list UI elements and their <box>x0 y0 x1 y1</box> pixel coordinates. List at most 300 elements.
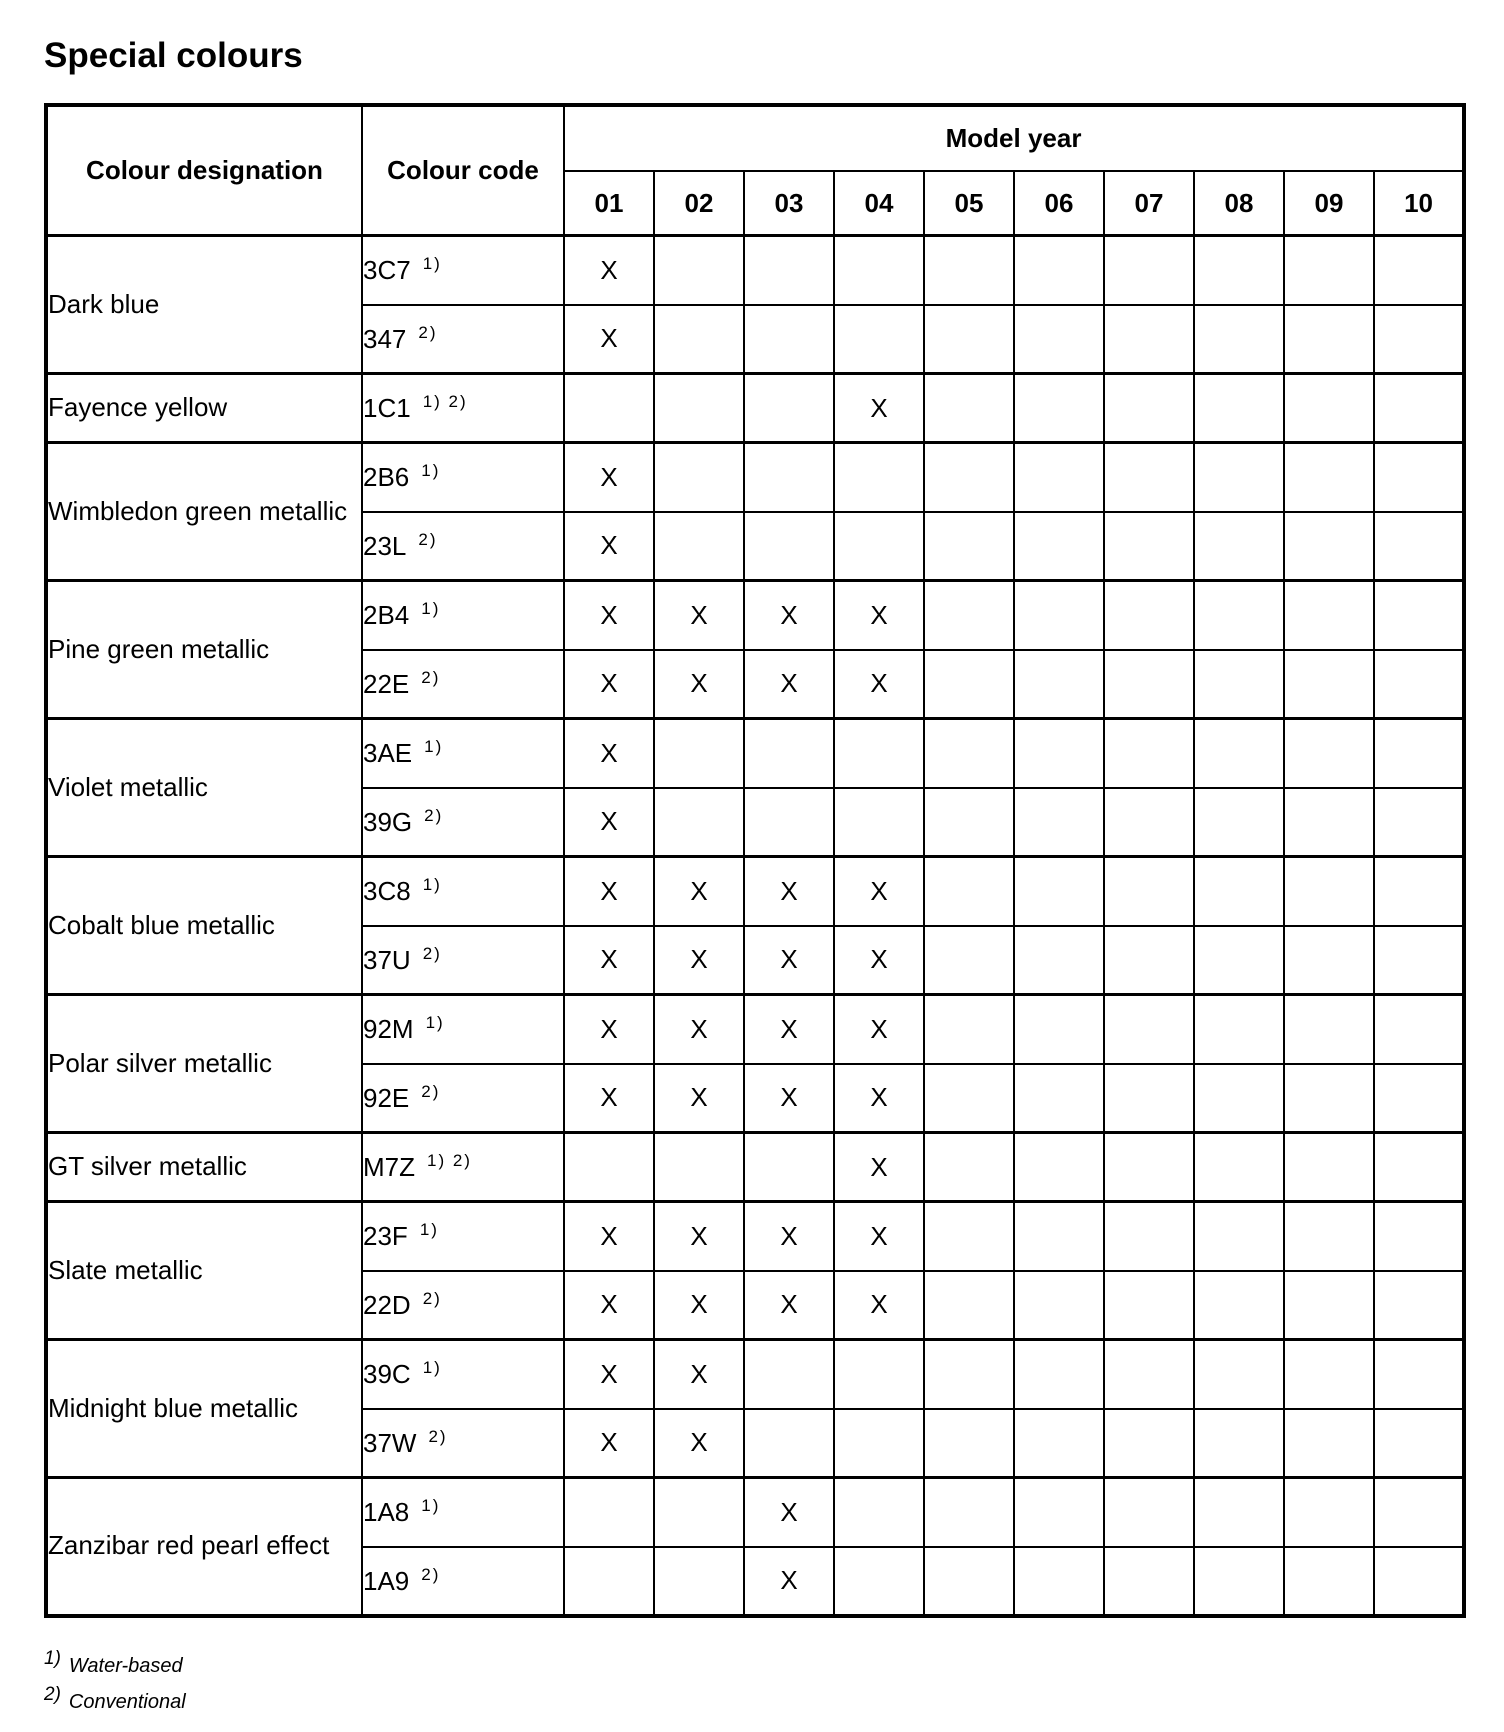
year-mark-06 <box>1014 1133 1104 1202</box>
year-mark-07 <box>1104 926 1194 995</box>
year-mark-06 <box>1014 1064 1104 1133</box>
colour-code: 1C1 <box>363 393 411 423</box>
year-mark-02 <box>654 1478 744 1547</box>
year-mark-01: X <box>564 236 654 305</box>
year-mark-04 <box>834 443 924 512</box>
year-mark-05 <box>924 236 1014 305</box>
year-mark-08 <box>1194 305 1284 374</box>
footnote-text: Water-based <box>68 1655 183 1677</box>
year-mark-02: X <box>654 581 744 650</box>
footnote-text: Conventional <box>68 1691 186 1713</box>
year-mark-05 <box>924 374 1014 443</box>
year-mark-03: X <box>744 995 834 1064</box>
year-mark-09 <box>1284 650 1374 719</box>
year-mark-10 <box>1374 236 1464 305</box>
colour-code: 92E <box>363 1082 410 1113</box>
year-mark-06 <box>1014 1478 1104 1547</box>
colour-code-cell <box>362 719 564 788</box>
colour-code: 347 <box>363 323 407 354</box>
year-mark-03: X <box>744 926 834 995</box>
year-mark-10 <box>1374 1271 1464 1340</box>
year-mark-05 <box>924 512 1014 581</box>
footnote-reference: 1) <box>425 1013 445 1033</box>
year-mark-08 <box>1194 1340 1284 1409</box>
year-mark-02: X <box>654 926 744 995</box>
year-mark-05 <box>924 857 1014 926</box>
footnote-reference: 1) <box>422 254 442 274</box>
year-mark-05 <box>924 788 1014 857</box>
colour-designation: Fayence yellow <box>46 374 362 443</box>
year-mark-08 <box>1194 512 1284 581</box>
colour-code: 1A9 <box>363 1565 410 1596</box>
year-mark-05 <box>924 305 1014 374</box>
year-mark-10 <box>1374 719 1464 788</box>
year-mark-02: X <box>654 1409 744 1478</box>
colour-code: M7Z <box>363 1152 415 1182</box>
year-mark-07 <box>1104 1271 1194 1340</box>
year-mark-09 <box>1284 512 1374 581</box>
colour-designation: Wimbledon green metallic <box>46 443 362 581</box>
footnote-reference: 2) <box>418 529 438 549</box>
colour-code: 3AE <box>363 738 413 769</box>
year-mark-06 <box>1014 1547 1104 1616</box>
colour-code: 39C <box>363 1359 411 1390</box>
year-mark-03: X <box>744 650 834 719</box>
year-mark-07 <box>1104 1064 1194 1133</box>
year-mark-07 <box>1104 788 1194 857</box>
header-year-03: 03 <box>744 171 834 236</box>
colour-code-cell <box>362 1340 564 1409</box>
year-mark-10 <box>1374 1478 1464 1547</box>
year-mark-02 <box>654 512 744 581</box>
year-mark-01 <box>564 374 654 443</box>
year-mark-04: X <box>834 1202 924 1271</box>
year-mark-02: X <box>654 857 744 926</box>
year-mark-03 <box>744 443 834 512</box>
year-mark-05 <box>924 995 1014 1064</box>
year-mark-01: X <box>564 512 654 581</box>
year-mark-05 <box>924 650 1014 719</box>
footnote <box>44 1648 186 1684</box>
year-mark-01: X <box>564 1202 654 1271</box>
year-mark-05 <box>924 1064 1014 1133</box>
year-mark-07 <box>1104 581 1194 650</box>
year-mark-08 <box>1194 650 1284 719</box>
year-mark-09 <box>1284 1064 1374 1133</box>
colour-code: 22D <box>363 1289 411 1320</box>
colour-designation: Slate metallic <box>46 1202 362 1340</box>
year-mark-10 <box>1374 995 1464 1064</box>
year-mark-09 <box>1284 995 1374 1064</box>
year-mark-06 <box>1014 1271 1104 1340</box>
year-mark-06 <box>1014 305 1104 374</box>
year-mark-09 <box>1284 374 1374 443</box>
colour-code: 22E <box>363 668 410 699</box>
year-mark-02: X <box>654 1064 744 1133</box>
year-mark-06 <box>1014 926 1104 995</box>
table-row <box>46 995 1464 1064</box>
footnote-reference: 2) <box>421 1081 441 1101</box>
footnotes <box>44 1648 186 1720</box>
colour-designation: Dark blue <box>46 236 362 374</box>
year-mark-09 <box>1284 857 1374 926</box>
colour-code-cell <box>362 1547 564 1616</box>
colour-designation: Cobalt blue metallic <box>46 857 362 995</box>
year-mark-09 <box>1284 1133 1374 1202</box>
header-year-01: 01 <box>564 171 654 236</box>
footnote-reference: 1) <box>419 1220 439 1240</box>
year-mark-01: X <box>564 650 654 719</box>
year-mark-04: X <box>834 374 924 443</box>
year-mark-06 <box>1014 236 1104 305</box>
year-mark-04 <box>834 305 924 374</box>
footnote-reference: 1) <box>422 875 442 895</box>
footnote-reference: 2) <box>422 943 442 963</box>
table-row <box>46 719 1464 788</box>
year-mark-02 <box>654 719 744 788</box>
year-mark-04: X <box>834 995 924 1064</box>
special-colours-table <box>44 103 1466 1618</box>
year-mark-04: X <box>834 650 924 719</box>
footnote-reference: 1) <box>421 1496 441 1516</box>
footnote-reference: 1) 2) <box>427 1151 472 1170</box>
colour-designation: Pine green metallic <box>46 581 362 719</box>
table-row <box>46 1202 1464 1271</box>
year-mark-10 <box>1374 1547 1464 1616</box>
year-mark-03: X <box>744 1202 834 1271</box>
year-mark-09 <box>1284 443 1374 512</box>
year-mark-02 <box>654 788 744 857</box>
colour-designation: Polar silver metallic <box>46 995 362 1133</box>
year-mark-04 <box>834 1547 924 1616</box>
year-mark-07 <box>1104 1478 1194 1547</box>
year-mark-07 <box>1104 236 1194 305</box>
year-mark-08 <box>1194 1202 1284 1271</box>
year-mark-05 <box>924 1478 1014 1547</box>
year-mark-08 <box>1194 857 1284 926</box>
table-row <box>46 581 1464 650</box>
year-mark-03 <box>744 374 834 443</box>
footnote-reference: 2) <box>418 322 438 342</box>
year-mark-01 <box>564 1133 654 1202</box>
year-mark-07 <box>1104 1202 1194 1271</box>
year-mark-08 <box>1194 1133 1284 1202</box>
colour-code-cell <box>362 512 564 581</box>
table-row <box>46 443 1464 512</box>
header-year-10: 10 <box>1374 171 1464 236</box>
colour-code: 1A8 <box>363 1497 410 1528</box>
colour-code-cell <box>362 1409 564 1478</box>
colour-designation: Zanzibar red pearl effect <box>46 1478 362 1616</box>
year-mark-01 <box>564 1478 654 1547</box>
footnote-reference: 1) <box>422 1358 442 1378</box>
year-mark-04 <box>834 1409 924 1478</box>
header-year-02: 02 <box>654 171 744 236</box>
year-mark-07 <box>1104 1547 1194 1616</box>
year-mark-05 <box>924 719 1014 788</box>
colour-code-cell <box>362 374 564 443</box>
table-row <box>46 857 1464 926</box>
year-mark-10 <box>1374 788 1464 857</box>
year-mark-02: X <box>654 1340 744 1409</box>
year-mark-05 <box>924 443 1014 512</box>
footnote-reference: 1) <box>424 737 444 757</box>
year-mark-06 <box>1014 512 1104 581</box>
footnote-reference: 1) 2) <box>422 392 468 411</box>
year-mark-05 <box>924 581 1014 650</box>
year-mark-03: X <box>744 1271 834 1340</box>
year-mark-07 <box>1104 443 1194 512</box>
year-mark-06 <box>1014 1409 1104 1478</box>
year-mark-04 <box>834 719 924 788</box>
year-mark-09 <box>1284 236 1374 305</box>
year-mark-08 <box>1194 926 1284 995</box>
page-title: Special colours <box>44 36 303 75</box>
year-mark-02: X <box>654 1202 744 1271</box>
year-mark-04 <box>834 1478 924 1547</box>
footnote-reference: 1) <box>421 461 441 481</box>
year-mark-09 <box>1284 926 1374 995</box>
year-mark-04: X <box>834 1271 924 1340</box>
year-mark-01: X <box>564 857 654 926</box>
year-mark-03 <box>744 305 834 374</box>
year-mark-10 <box>1374 443 1464 512</box>
year-mark-01: X <box>564 581 654 650</box>
year-mark-03 <box>744 236 834 305</box>
year-mark-03: X <box>744 1064 834 1133</box>
year-mark-04: X <box>834 581 924 650</box>
year-mark-10 <box>1374 374 1464 443</box>
year-mark-10 <box>1374 512 1464 581</box>
colour-code-cell <box>362 236 564 305</box>
year-mark-06 <box>1014 443 1104 512</box>
header-year-05: 05 <box>924 171 1014 236</box>
year-mark-06 <box>1014 650 1104 719</box>
footnote-reference: 1) <box>421 599 441 619</box>
year-mark-08 <box>1194 443 1284 512</box>
year-mark-04 <box>834 788 924 857</box>
colour-code: 3C8 <box>363 876 411 907</box>
year-mark-03 <box>744 719 834 788</box>
year-mark-08 <box>1194 1478 1284 1547</box>
year-mark-05 <box>924 1133 1014 1202</box>
colour-code-cell <box>362 305 564 374</box>
year-mark-02 <box>654 374 744 443</box>
year-mark-07 <box>1104 650 1194 719</box>
year-mark-04: X <box>834 1064 924 1133</box>
year-mark-08 <box>1194 1064 1284 1133</box>
year-mark-07 <box>1104 857 1194 926</box>
year-mark-03 <box>744 1340 834 1409</box>
year-mark-08 <box>1194 236 1284 305</box>
year-mark-08 <box>1194 1409 1284 1478</box>
year-mark-01: X <box>564 305 654 374</box>
year-mark-07 <box>1104 512 1194 581</box>
year-mark-08 <box>1194 374 1284 443</box>
year-mark-01: X <box>564 1409 654 1478</box>
year-mark-10 <box>1374 1409 1464 1478</box>
year-mark-04 <box>834 1340 924 1409</box>
footnote-reference: 2) <box>421 667 441 687</box>
colour-code-cell <box>362 1133 564 1202</box>
year-mark-02 <box>654 236 744 305</box>
year-mark-06 <box>1014 1202 1104 1271</box>
year-mark-06 <box>1014 1340 1104 1409</box>
colour-code: 37W <box>363 1427 417 1458</box>
year-mark-10 <box>1374 1202 1464 1271</box>
year-mark-06 <box>1014 995 1104 1064</box>
colour-code: 2B4 <box>363 600 410 631</box>
year-mark-01: X <box>564 788 654 857</box>
year-mark-03: X <box>744 1478 834 1547</box>
header-model-year: Model year <box>564 105 1464 171</box>
colour-code: 23F <box>363 1221 408 1252</box>
footnote-number: 1) <box>44 1648 61 1669</box>
year-mark-01: X <box>564 926 654 995</box>
year-mark-09 <box>1284 1478 1374 1547</box>
colour-code-cell <box>362 650 564 719</box>
colour-code: 92M <box>363 1014 414 1045</box>
colour-code-cell <box>362 788 564 857</box>
year-mark-02: X <box>654 1271 744 1340</box>
year-mark-02: X <box>654 995 744 1064</box>
year-mark-10 <box>1374 581 1464 650</box>
year-mark-07 <box>1104 1133 1194 1202</box>
year-mark-07 <box>1104 374 1194 443</box>
table-row <box>46 1133 1464 1202</box>
year-mark-05 <box>924 1340 1014 1409</box>
year-mark-09 <box>1284 1409 1374 1478</box>
year-mark-10 <box>1374 857 1464 926</box>
year-mark-08 <box>1194 788 1284 857</box>
year-mark-10 <box>1374 650 1464 719</box>
footnote-reference: 2) <box>424 805 444 825</box>
year-mark-01: X <box>564 1064 654 1133</box>
year-mark-01: X <box>564 1271 654 1340</box>
colour-designation: Violet metallic <box>46 719 362 857</box>
year-mark-02 <box>654 1547 744 1616</box>
year-mark-10 <box>1374 305 1464 374</box>
colour-code-cell <box>362 443 564 512</box>
year-mark-07 <box>1104 719 1194 788</box>
header-year-06: 06 <box>1014 171 1104 236</box>
year-mark-03: X <box>744 857 834 926</box>
year-mark-04: X <box>834 1133 924 1202</box>
year-mark-03 <box>744 1133 834 1202</box>
colour-code: 23L <box>363 530 407 561</box>
year-mark-02 <box>654 443 744 512</box>
colour-code: 2B6 <box>363 462 410 493</box>
year-mark-05 <box>924 1202 1014 1271</box>
year-mark-06 <box>1014 788 1104 857</box>
header-colour-designation: Colour designation <box>46 105 362 236</box>
year-mark-05 <box>924 1409 1014 1478</box>
year-mark-01: X <box>564 995 654 1064</box>
year-mark-04 <box>834 236 924 305</box>
colour-code-cell <box>362 1478 564 1547</box>
year-mark-10 <box>1374 926 1464 995</box>
table-row <box>46 236 1464 305</box>
year-mark-09 <box>1284 305 1374 374</box>
year-mark-03: X <box>744 1547 834 1616</box>
year-mark-03 <box>744 512 834 581</box>
footnote-reference: 2) <box>422 1288 442 1308</box>
colour-code-cell <box>362 857 564 926</box>
year-mark-08 <box>1194 1271 1284 1340</box>
year-mark-07 <box>1104 995 1194 1064</box>
year-mark-10 <box>1374 1340 1464 1409</box>
year-mark-10 <box>1374 1133 1464 1202</box>
year-mark-06 <box>1014 857 1104 926</box>
year-mark-08 <box>1194 995 1284 1064</box>
year-mark-08 <box>1194 581 1284 650</box>
year-mark-09 <box>1284 1271 1374 1340</box>
colour-designation: Midnight blue metallic <box>46 1340 362 1478</box>
year-mark-09 <box>1284 788 1374 857</box>
colour-code: 3C7 <box>363 255 411 286</box>
colour-code-cell <box>362 995 564 1064</box>
header-year-07: 07 <box>1104 171 1194 236</box>
year-mark-07 <box>1104 1409 1194 1478</box>
table-row <box>46 1478 1464 1547</box>
table-row <box>46 1340 1464 1409</box>
year-mark-02 <box>654 1133 744 1202</box>
year-mark-09 <box>1284 1202 1374 1271</box>
table-row <box>46 374 1464 443</box>
header-year-04: 04 <box>834 171 924 236</box>
colour-code-cell <box>362 1064 564 1133</box>
colour-code-cell <box>362 1202 564 1271</box>
year-mark-09 <box>1284 1340 1374 1409</box>
year-mark-05 <box>924 1547 1014 1616</box>
footnote-number: 2) <box>44 1684 61 1705</box>
year-mark-06 <box>1014 581 1104 650</box>
year-mark-01 <box>564 1547 654 1616</box>
year-mark-09 <box>1284 1547 1374 1616</box>
year-mark-03 <box>744 788 834 857</box>
year-mark-09 <box>1284 581 1374 650</box>
footnote-reference: 2) <box>428 1426 448 1446</box>
year-mark-01: X <box>564 719 654 788</box>
colour-designation: GT silver metallic <box>46 1133 362 1202</box>
header-colour-code: Colour code <box>362 105 564 236</box>
year-mark-07 <box>1104 1340 1194 1409</box>
year-mark-09 <box>1284 719 1374 788</box>
year-mark-02: X <box>654 650 744 719</box>
year-mark-05 <box>924 1271 1014 1340</box>
year-mark-03 <box>744 1409 834 1478</box>
year-mark-04 <box>834 512 924 581</box>
colour-code: 37U <box>363 944 411 975</box>
colour-code-cell <box>362 926 564 995</box>
colour-code-cell <box>362 1271 564 1340</box>
year-mark-07 <box>1104 305 1194 374</box>
year-mark-01: X <box>564 1340 654 1409</box>
year-mark-10 <box>1374 1064 1464 1133</box>
year-mark-01: X <box>564 443 654 512</box>
year-mark-06 <box>1014 374 1104 443</box>
year-mark-02 <box>654 305 744 374</box>
colour-code-cell <box>362 581 564 650</box>
year-mark-04: X <box>834 926 924 995</box>
header-year-09: 09 <box>1284 171 1374 236</box>
year-mark-06 <box>1014 719 1104 788</box>
year-mark-03: X <box>744 581 834 650</box>
year-mark-05 <box>924 926 1014 995</box>
year-mark-04: X <box>834 857 924 926</box>
header-year-08: 08 <box>1194 171 1284 236</box>
colour-code: 39G <box>363 806 413 837</box>
